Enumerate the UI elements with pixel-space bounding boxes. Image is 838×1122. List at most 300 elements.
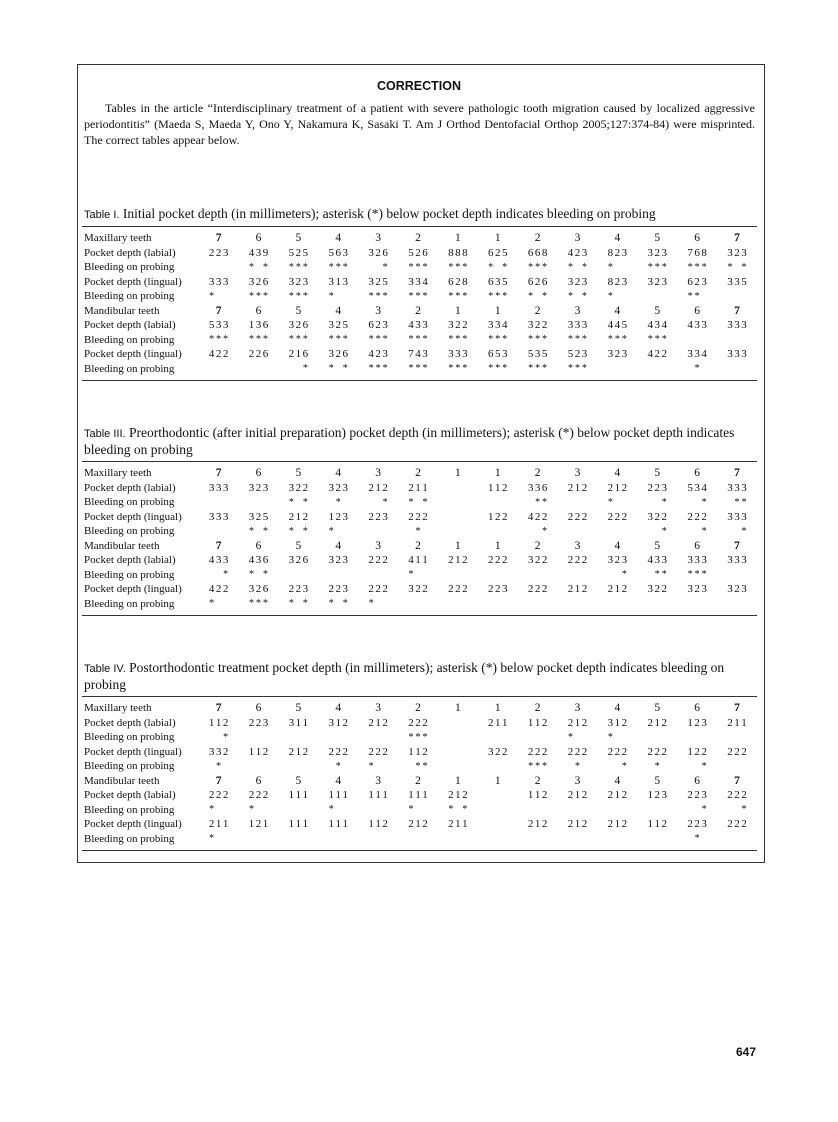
pocket-depth-row bbox=[82, 788, 757, 803]
pocket-depth-row bbox=[82, 246, 757, 261]
bleeding-cell: * * bbox=[687, 290, 700, 302]
bleeding-cell: * * bbox=[567, 290, 587, 302]
depth-cell: 5 2 5 bbox=[288, 246, 309, 259]
row-label: Pocket depth (labial) bbox=[84, 554, 176, 567]
depth-cell: 7 4 3 bbox=[408, 348, 428, 361]
depth-cell: 3 2 6 bbox=[248, 583, 269, 596]
bleeding-cell: * * * bbox=[567, 363, 587, 375]
bleeding-cell: * bbox=[701, 804, 707, 816]
depth-cell: 2 1 2 bbox=[288, 745, 309, 758]
bleeding-cell: * * bbox=[248, 525, 268, 537]
page-heading: CORRECTION bbox=[376, 79, 462, 93]
bleeding-cell: * * * bbox=[288, 334, 308, 346]
depth-cell: 1 1 2 bbox=[408, 745, 428, 758]
tooth-number: 7 bbox=[215, 232, 222, 245]
bleeding-cell: * * * bbox=[647, 261, 667, 273]
page-number: 647 bbox=[735, 1045, 756, 1059]
bleeding-cell bbox=[278, 569, 318, 580]
depth-cell: 3 3 3 bbox=[567, 319, 588, 332]
teeth-header-row bbox=[82, 231, 757, 246]
depth-cell: 3 2 3 bbox=[647, 275, 667, 288]
row-label: Bleeding on probing bbox=[84, 568, 175, 581]
bleeding-cell: * bbox=[223, 731, 229, 743]
depth-cell: 4 3 3 bbox=[687, 319, 707, 332]
depth-cell: 2 2 2 bbox=[408, 510, 428, 523]
tooth-number: 4 bbox=[614, 467, 621, 480]
bleeding-cell: * * * bbox=[607, 334, 627, 346]
bleeding-cell: * bbox=[209, 598, 215, 610]
bleeding-cell bbox=[398, 833, 438, 844]
depth-cell: 3 2 3 bbox=[607, 554, 628, 567]
depth-cell: 2 2 2 bbox=[368, 745, 388, 758]
depth-cell: 5 2 6 bbox=[408, 246, 428, 259]
depth-cell: 4 2 3 bbox=[368, 348, 388, 361]
depth-cell: 2 1 2 bbox=[567, 716, 588, 729]
teeth-header-row bbox=[82, 466, 757, 481]
depth-cell: 2 2 3 bbox=[328, 583, 348, 596]
row-label: Pocket depth (lingual) bbox=[84, 745, 182, 758]
depth-cell: 4 1 1 bbox=[408, 554, 428, 567]
depth-cell: 2 1 2 bbox=[368, 481, 388, 494]
tooth-number: 4 bbox=[335, 774, 342, 787]
tooth-number: 1 bbox=[494, 467, 501, 480]
row-label: Bleeding on probing bbox=[84, 333, 175, 346]
bleeding-cell: * * * bbox=[328, 334, 348, 346]
tooth-number: 6 bbox=[255, 774, 262, 787]
depth-cell: 2 1 1 bbox=[487, 716, 508, 729]
bleeding-cell bbox=[677, 334, 717, 345]
depth-cell: 5 3 5 bbox=[527, 348, 548, 361]
depth-cell: 2 2 3 bbox=[687, 789, 707, 802]
depth-cell: 4 2 2 bbox=[647, 348, 667, 361]
bleeding-cell bbox=[239, 761, 279, 772]
bleeding-cell: * * * bbox=[408, 261, 428, 273]
depth-cell: 2 2 2 bbox=[727, 789, 747, 802]
depth-cell: 6 5 3 bbox=[487, 348, 508, 361]
depth-cell: 3 2 2 bbox=[527, 319, 548, 332]
tooth-number: 6 bbox=[255, 539, 262, 552]
bleeding-cell bbox=[398, 598, 438, 609]
teeth-label: Maxillary teeth bbox=[84, 467, 152, 480]
bleeding-row bbox=[82, 568, 757, 583]
depth-cell: 1 1 1 bbox=[288, 789, 309, 802]
tooth-number: 1 bbox=[494, 304, 501, 317]
bleeding-cell bbox=[438, 598, 478, 609]
bleeding-row bbox=[82, 524, 757, 539]
depth-cell: 2 1 2 bbox=[408, 818, 428, 831]
bleeding-cell bbox=[318, 569, 358, 580]
depth-cell: 1 1 2 bbox=[368, 818, 388, 831]
teeth-label: Mandibular teeth bbox=[84, 304, 160, 317]
depth-cell: 2 2 2 bbox=[368, 583, 388, 596]
depth-cell: 6 2 8 bbox=[448, 275, 468, 288]
depth-cell: 3 1 1 bbox=[288, 716, 309, 729]
depth-cell: 2 2 3 bbox=[288, 583, 309, 596]
depth-cell: 2 2 2 bbox=[448, 583, 468, 596]
depth-cell: 2 2 2 bbox=[408, 716, 428, 729]
depth-cell: 3 3 3 bbox=[208, 510, 229, 523]
depth-cell: 3 3 3 bbox=[208, 481, 229, 494]
depth-cell: 3 3 3 bbox=[727, 554, 747, 567]
tooth-number: 1 bbox=[454, 467, 461, 480]
tooth-number: 5 bbox=[654, 467, 661, 480]
bleeding-cell bbox=[558, 526, 598, 537]
tooth-number: 4 bbox=[335, 702, 342, 715]
row-label: Bleeding on probing bbox=[84, 261, 175, 274]
tooth-number: 2 bbox=[415, 467, 421, 480]
bleeding-cell: * * bbox=[727, 261, 747, 273]
bleeding-cell bbox=[358, 526, 398, 537]
tooth-number: 7 bbox=[215, 304, 222, 317]
bleeding-cell: * * * bbox=[248, 598, 268, 610]
depth-cell: 3 2 2 bbox=[408, 583, 428, 596]
tooth-number: 4 bbox=[614, 702, 621, 715]
pocket-depth-row bbox=[82, 318, 757, 333]
tooth-number: 5 bbox=[654, 539, 661, 552]
bleeding-cell: * * bbox=[288, 598, 308, 610]
bleeding-cell: * * * bbox=[528, 760, 548, 772]
tooth-number: 4 bbox=[335, 304, 342, 317]
bleeding-cell bbox=[278, 732, 318, 743]
bleeding-cell bbox=[677, 598, 717, 609]
depth-cell: 3 2 3 bbox=[687, 583, 707, 596]
depth-cell: 2 1 2 bbox=[607, 818, 628, 831]
bleeding-cell: * bbox=[741, 525, 747, 537]
depth-cell: 2 1 2 bbox=[647, 716, 667, 729]
bleeding-cell bbox=[358, 569, 398, 580]
tooth-number: 1 bbox=[454, 539, 461, 552]
bleeding-cell: * bbox=[661, 525, 667, 537]
tooth-number: 4 bbox=[614, 304, 621, 317]
bleeding-cell: * * * bbox=[248, 290, 268, 302]
table-caption bbox=[82, 425, 757, 462]
depth-cell: 3 2 6 bbox=[368, 246, 388, 259]
bleeding-cell bbox=[318, 732, 358, 743]
bleeding-cell bbox=[518, 833, 558, 844]
row-label: Bleeding on probing bbox=[84, 525, 175, 538]
depth-cell: 4 2 2 bbox=[527, 510, 548, 523]
bleeding-cell bbox=[637, 732, 677, 743]
table-label: Table I. bbox=[84, 209, 120, 221]
tooth-number: 3 bbox=[375, 467, 381, 480]
bleeding-cell: * * * bbox=[528, 363, 548, 375]
tooth-number: 2 bbox=[415, 304, 421, 317]
tooth-number: 5 bbox=[295, 467, 302, 480]
tooth-number: 3 bbox=[574, 539, 581, 552]
row-label: Pocket depth (labial) bbox=[84, 319, 176, 332]
tooth-number: 6 bbox=[694, 539, 700, 552]
pocket-depth-row bbox=[82, 817, 757, 832]
depth-cell: 1 1 2 bbox=[208, 716, 229, 729]
pocket-depth-row bbox=[82, 510, 757, 525]
bleeding-cell: * bbox=[216, 760, 222, 772]
depth-cell: 2 2 3 bbox=[487, 583, 508, 596]
bleeding-cell bbox=[199, 526, 239, 537]
bleeding-cell bbox=[478, 526, 518, 537]
depth-cell: 1 2 3 bbox=[647, 789, 667, 802]
bleeding-cell: * bbox=[567, 731, 573, 743]
tooth-number: 3 bbox=[574, 702, 581, 715]
bleeding-cell: * * bbox=[654, 569, 667, 581]
bleeding-cell bbox=[597, 804, 637, 815]
depth-cell: 3 3 4 bbox=[408, 275, 428, 288]
bleeding-cell: * * bbox=[528, 290, 548, 302]
depth-cell: 1 2 2 bbox=[487, 510, 508, 523]
depth-cell: 2 1 2 bbox=[527, 818, 548, 831]
row-label: Pocket depth (lingual) bbox=[84, 510, 182, 523]
bleeding-cell bbox=[717, 598, 757, 609]
depth-cell: 2 1 2 bbox=[567, 789, 588, 802]
depth-cell: 1 1 1 bbox=[328, 818, 348, 831]
bleeding-cell: * * * bbox=[528, 261, 548, 273]
tooth-number: 4 bbox=[614, 539, 621, 552]
bleeding-cell: * * * bbox=[448, 290, 468, 302]
depth-cell: 2 1 2 bbox=[567, 818, 588, 831]
bleeding-cell: * bbox=[621, 569, 627, 581]
bleeding-cell bbox=[318, 833, 358, 844]
bleeding-cell: * bbox=[621, 760, 627, 772]
bleeding-cell: * * bbox=[734, 496, 747, 508]
depth-cell: 2 2 2 bbox=[607, 510, 628, 523]
tooth-number: 4 bbox=[614, 232, 621, 245]
table-caption bbox=[82, 660, 757, 697]
bleeding-cell: * * bbox=[248, 261, 268, 273]
depth-cell: 1 2 3 bbox=[328, 510, 348, 523]
depth-cell: 3 2 3 bbox=[727, 246, 747, 259]
depth-cell: 3 2 2 bbox=[527, 554, 548, 567]
tooth-number: 6 bbox=[694, 467, 700, 480]
depth-cell: 2 2 2 bbox=[607, 745, 628, 758]
depth-cell: 4 3 6 bbox=[248, 554, 269, 567]
depth-cell: 2 2 2 bbox=[328, 745, 348, 758]
teeth-header-row bbox=[82, 539, 757, 554]
tooth-number: 1 bbox=[454, 702, 461, 715]
bleeding-cell bbox=[558, 569, 598, 580]
tooth-number: 6 bbox=[694, 304, 700, 317]
bleeding-cell bbox=[478, 761, 518, 772]
pocket-depth-row bbox=[82, 553, 757, 568]
bleeding-cell bbox=[637, 804, 677, 815]
bleeding-cell bbox=[358, 833, 398, 844]
tooth-number: 2 bbox=[534, 232, 541, 245]
depth-cell: 2 2 2 bbox=[487, 554, 508, 567]
bleeding-cell: * * bbox=[328, 598, 348, 610]
bleeding-cell: * bbox=[209, 290, 215, 302]
depth-cell: 2 2 2 bbox=[687, 510, 707, 523]
bleeding-cell: * bbox=[661, 496, 667, 508]
table-caption-text: Preorthodontic (after initial preparation) pocket depth (in millimeters); asterisk (*) below pocket depth indicates bleeding on probing bbox=[84, 425, 735, 457]
depth-cell: 2 1 1 bbox=[727, 716, 747, 729]
bleeding-cell: * * * bbox=[687, 261, 707, 273]
bleeding-cell: * bbox=[248, 804, 254, 816]
depth-cell: 2 2 3 bbox=[248, 716, 269, 729]
depth-cell: 5 6 3 bbox=[328, 246, 348, 259]
bleeding-cell: * bbox=[368, 598, 374, 610]
teeth-label: Mandibular teeth bbox=[84, 539, 160, 552]
depth-cell: 2 1 2 bbox=[448, 554, 468, 567]
bleeding-row bbox=[82, 730, 757, 745]
tooth-number: 4 bbox=[335, 467, 342, 480]
bleeding-cell: * * * bbox=[488, 334, 508, 346]
bleeding-cell bbox=[717, 291, 757, 302]
depth-cell: 4 2 2 bbox=[208, 583, 229, 596]
depth-cell: 6 2 3 bbox=[687, 275, 707, 288]
tooth-number: 7 bbox=[734, 539, 740, 552]
row-label: Bleeding on probing bbox=[84, 731, 175, 744]
depth-cell: 1 3 6 bbox=[248, 319, 269, 332]
pocket-depth-row bbox=[82, 582, 757, 597]
bleeding-cell: * bbox=[542, 525, 548, 537]
bleeding-cell bbox=[438, 833, 478, 844]
bleeding-cell: * * * bbox=[567, 334, 587, 346]
tooth-number: 6 bbox=[255, 232, 262, 245]
bleeding-cell: * bbox=[302, 363, 308, 375]
tooth-number: 4 bbox=[614, 774, 621, 787]
tooth-number: 3 bbox=[375, 304, 381, 317]
depth-cell: 1 2 3 bbox=[687, 716, 707, 729]
bleeding-cell: * * bbox=[288, 525, 308, 537]
tooth-number: 5 bbox=[295, 304, 302, 317]
bleeding-cell bbox=[518, 569, 558, 580]
depth-cell: 4 3 3 bbox=[647, 554, 667, 567]
bleeding-cell bbox=[199, 497, 239, 508]
depth-cell: 3 2 3 bbox=[647, 246, 667, 259]
bleeding-cell bbox=[637, 833, 677, 844]
bleeding-cell bbox=[677, 732, 717, 743]
bleeding-cell bbox=[199, 262, 239, 273]
pocket-depth-row bbox=[82, 745, 757, 760]
depth-cell: 3 2 3 bbox=[288, 275, 309, 288]
depth-cell: 1 1 2 bbox=[647, 818, 667, 831]
tooth-number: 6 bbox=[694, 232, 700, 245]
tooth-number: 5 bbox=[295, 539, 302, 552]
depth-cell: 4 3 3 bbox=[208, 554, 229, 567]
tooth-number: 1 bbox=[494, 702, 501, 715]
row-label: Bleeding on probing bbox=[84, 290, 175, 303]
depth-cell: 2 2 2 bbox=[527, 745, 548, 758]
bleeding-cell: * * bbox=[535, 496, 548, 508]
depth-cell: 5 3 4 bbox=[687, 481, 707, 494]
depth-cell: 2 2 3 bbox=[368, 510, 388, 523]
bleeding-cell bbox=[717, 569, 757, 580]
depth-cell: 4 4 5 bbox=[607, 319, 628, 332]
tooth-number: 6 bbox=[255, 304, 262, 317]
tooth-number: 7 bbox=[215, 539, 222, 552]
table-1 bbox=[82, 206, 757, 381]
depth-cell: 2 2 2 bbox=[567, 554, 588, 567]
depth-cell: 2 1 2 bbox=[448, 789, 468, 802]
depth-cell: 2 2 2 bbox=[727, 818, 747, 831]
teeth-header-row bbox=[82, 774, 757, 789]
depth-cell: 3 2 2 bbox=[647, 510, 667, 523]
bleeding-cell bbox=[438, 569, 478, 580]
table-body bbox=[82, 462, 757, 616]
bleeding-cell bbox=[478, 497, 518, 508]
table-3 bbox=[82, 425, 757, 616]
tooth-number: 3 bbox=[375, 702, 381, 715]
depth-cell: 7 6 8 bbox=[687, 246, 707, 259]
depth-cell: 4 3 9 bbox=[248, 246, 269, 259]
depth-cell: 3 2 5 bbox=[248, 510, 269, 523]
depth-cell: 4 3 4 bbox=[647, 319, 667, 332]
tooth-number: 6 bbox=[255, 467, 262, 480]
depth-cell: 2 2 2 bbox=[727, 745, 747, 758]
depth-cell: 2 2 2 bbox=[567, 745, 588, 758]
bleeding-cell: * * bbox=[328, 363, 348, 375]
bleeding-cell: * bbox=[607, 731, 613, 743]
tooth-number: 1 bbox=[454, 774, 461, 787]
bleeding-cell: * * * bbox=[448, 334, 468, 346]
bleeding-cell: * bbox=[335, 496, 341, 508]
bleeding-cell bbox=[278, 761, 318, 772]
depth-cell: 1 1 1 bbox=[288, 818, 309, 831]
bleeding-row bbox=[82, 803, 757, 818]
bleeding-cell: * bbox=[607, 290, 613, 302]
depth-cell: 8 2 3 bbox=[607, 275, 628, 288]
depth-cell: 2 1 1 bbox=[208, 818, 229, 831]
row-label: Pocket depth (lingual) bbox=[84, 348, 182, 361]
bleeding-cell: * bbox=[741, 804, 747, 816]
tooth-number: 2 bbox=[534, 467, 541, 480]
table-label: Table IV. bbox=[84, 663, 126, 675]
depth-cell: 2 2 2 bbox=[368, 554, 388, 567]
bleeding-cell: * * bbox=[288, 496, 308, 508]
depth-cell: 2 2 2 bbox=[567, 510, 588, 523]
bleeding-cell bbox=[717, 732, 757, 743]
teeth-label: Mandibular teeth bbox=[84, 774, 160, 787]
bleeding-cell: * * bbox=[488, 261, 508, 273]
bleeding-cell: * * * bbox=[288, 261, 308, 273]
depth-cell: 8 2 3 bbox=[607, 246, 628, 259]
bleeding-cell: * bbox=[368, 760, 374, 772]
bleeding-cell bbox=[518, 804, 558, 815]
bleeding-cell bbox=[558, 804, 598, 815]
bleeding-cell bbox=[358, 732, 398, 743]
depth-cell: 3 2 2 bbox=[448, 319, 468, 332]
tooth-number: 3 bbox=[375, 539, 381, 552]
row-label: Bleeding on probing bbox=[84, 803, 175, 816]
row-label: Bleeding on probing bbox=[84, 760, 175, 773]
tooth-number: 6 bbox=[694, 702, 700, 715]
depth-cell: 8 8 8 bbox=[448, 246, 468, 259]
bleeding-cell: * * bbox=[248, 569, 268, 581]
bleeding-cell bbox=[478, 598, 518, 609]
depth-cell: 3 2 5 bbox=[368, 275, 388, 288]
bleeding-row bbox=[82, 289, 757, 304]
bleeding-cell: * * * bbox=[328, 261, 348, 273]
depth-cell: 3 3 4 bbox=[687, 348, 707, 361]
bleeding-cell: * * * bbox=[408, 290, 428, 302]
depth-cell: 3 2 3 bbox=[248, 481, 269, 494]
bleeding-row bbox=[82, 759, 757, 774]
bleeding-row bbox=[82, 362, 757, 377]
bleeding-cell: * * * bbox=[408, 731, 428, 743]
depth-cell: 3 3 3 bbox=[727, 319, 747, 332]
bleeding-cell bbox=[239, 497, 279, 508]
teeth-label: Maxillary teeth bbox=[84, 702, 152, 715]
bleeding-cell bbox=[717, 833, 757, 844]
depth-cell: 2 1 2 bbox=[607, 481, 628, 494]
table-body bbox=[82, 697, 757, 851]
bleeding-cell: * bbox=[408, 569, 414, 581]
tooth-number: 1 bbox=[494, 232, 501, 245]
bleeding-cell: * * * bbox=[408, 363, 428, 375]
tooth-number: 3 bbox=[574, 774, 581, 787]
tooth-number: 5 bbox=[654, 232, 661, 245]
bleeding-cell bbox=[637, 363, 677, 374]
tooth-number: 3 bbox=[375, 232, 381, 245]
bleeding-cell: * * * bbox=[368, 334, 388, 346]
